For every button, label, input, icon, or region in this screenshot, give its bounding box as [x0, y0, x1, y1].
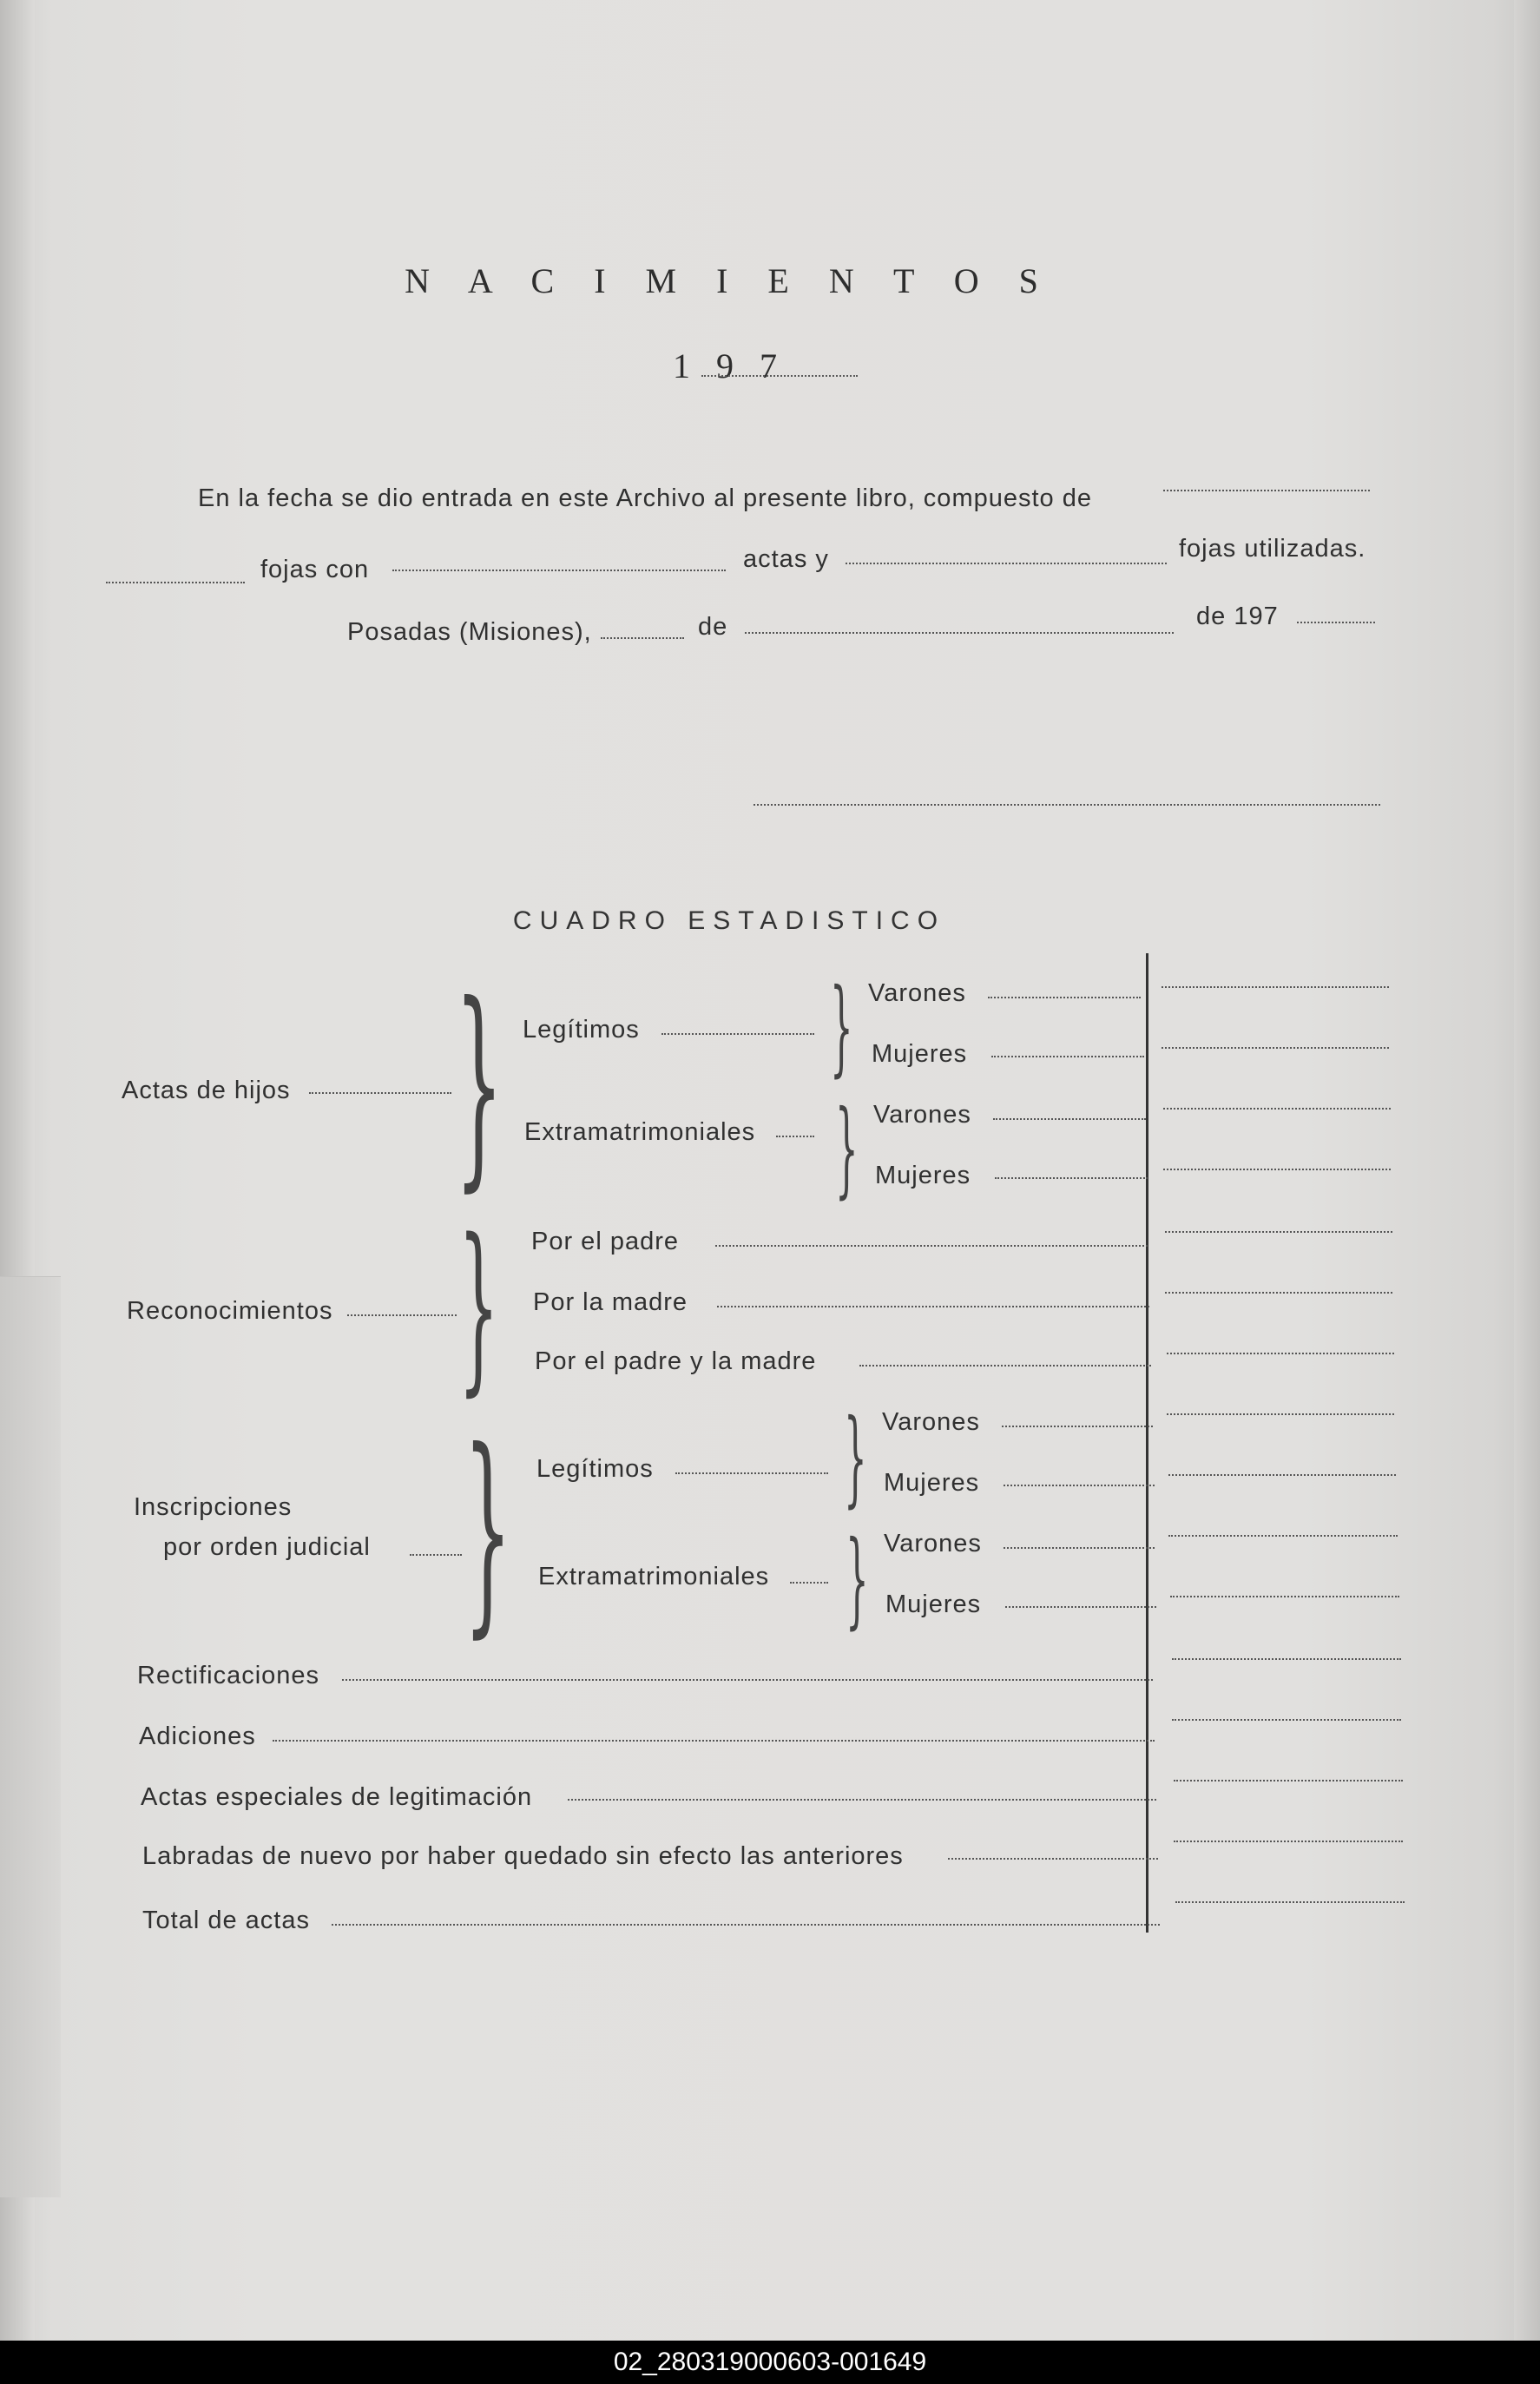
value-blank-10 — [1168, 1535, 1398, 1537]
insc-extra-mujeres-label: Mujeres — [885, 1590, 982, 1618]
signature-line — [754, 804, 1380, 806]
hijos-extra-varones-dots — [993, 1118, 1146, 1120]
insc-extra-label: Extramatrimoniales — [538, 1563, 770, 1590]
brace-hijos-legitimos: } — [830, 967, 853, 1088]
hijos-extra-varones-label: Varones — [873, 1101, 971, 1129]
hijos-extra-label: Extramatrimoniales — [524, 1118, 756, 1146]
adiciones-dots — [273, 1740, 1155, 1742]
labradas-dots — [948, 1858, 1158, 1860]
brace-reconocimientos: } — [458, 1200, 499, 1413]
actas-hijos-dots — [309, 1092, 451, 1094]
reconoc-madre-label: Por la madre — [533, 1288, 688, 1316]
year-heading — [0, 346, 1458, 386]
insc-leg-mujeres-dots — [1004, 1485, 1155, 1486]
hijos-legitimos-label: Legítimos — [523, 1016, 640, 1044]
total-actas-label: Total de actas — [142, 1907, 310, 1934]
actas-count-blank — [392, 570, 726, 571]
page-right-edge — [1514, 0, 1540, 2341]
year-prefix: 1 9 7 — [673, 346, 786, 385]
value-blank-2 — [1162, 1047, 1389, 1049]
hijos-extra-mujeres-dots — [995, 1177, 1148, 1179]
fojas-utilizadas-blank — [846, 563, 1167, 564]
page-tab-edge — [0, 1276, 61, 2197]
reconocimientos-label: Reconocimientos — [127, 1297, 333, 1325]
insc-legitimos-label: Legítimos — [536, 1455, 654, 1483]
hijos-legitimos-dots — [661, 1033, 814, 1035]
total-actas-dots — [332, 1924, 1160, 1926]
hijos-extra-mujeres-label: Mujeres — [875, 1162, 971, 1189]
value-blank-14 — [1174, 1780, 1403, 1781]
fojas-count-blank — [106, 582, 245, 583]
reconoc-ambos-label: Por el padre y la madre — [535, 1347, 817, 1375]
inscripciones-dots — [410, 1554, 462, 1556]
rectificaciones-dots — [342, 1679, 1153, 1681]
insc-legitimos-dots — [675, 1472, 828, 1474]
value-blank-15 — [1174, 1841, 1403, 1842]
value-blank-16 — [1175, 1901, 1405, 1903]
value-blank-12 — [1172, 1658, 1401, 1660]
section-title: CUADRO ESTADISTICO — [512, 906, 946, 935]
value-blank-7 — [1167, 1353, 1394, 1354]
insc-extra-mujeres-dots — [1005, 1606, 1156, 1608]
hijos-extra-dots — [776, 1136, 814, 1137]
value-blank-6 — [1165, 1292, 1392, 1294]
document-title: N A C I M I E N T O S — [405, 261, 1054, 300]
insc-leg-varones-label: Varones — [882, 1408, 980, 1436]
reconoc-ambos-dots — [859, 1365, 1151, 1367]
year-blank-2 — [1297, 622, 1375, 623]
brace-inscripciones: } — [464, 1404, 512, 1656]
hijos-leg-mujeres-dots — [991, 1056, 1144, 1057]
labradas-label: Labradas de nuevo por haber quedado sin efecto las anteriores — [142, 1842, 904, 1870]
de-197-label: de 197 — [1196, 603, 1279, 630]
intro-line1: En la fecha se dio entrada en este Archivo al presente libro, compuesto de — [198, 484, 1092, 512]
archive-id-footer: 02_280319000603-001649 — [0, 2341, 1540, 2384]
reconoc-madre-dots — [717, 1306, 1149, 1307]
value-blank-11 — [1170, 1596, 1399, 1597]
value-blank-8 — [1167, 1413, 1394, 1415]
fojas-total-blank — [1163, 490, 1370, 491]
reconoc-padre-dots — [715, 1245, 1148, 1247]
year-blank — [701, 375, 858, 377]
value-blank-1 — [1162, 986, 1389, 988]
insc-leg-mujeres-label: Mujeres — [884, 1469, 980, 1497]
hijos-leg-varones-label: Varones — [868, 979, 966, 1007]
actas-hijos-label: Actas de hijos — [122, 1077, 291, 1104]
hijos-leg-mujeres-label: Mujeres — [872, 1040, 968, 1068]
inscripciones-label-1: Inscripciones — [134, 1493, 293, 1521]
actas-especiales-label: Actas especiales de legitimación — [141, 1783, 533, 1811]
actas-y-label: actas y — [743, 545, 829, 573]
brace-insc-legitimos: } — [844, 1398, 867, 1518]
column-divider — [1146, 953, 1148, 1933]
actas-especiales-dots — [568, 1799, 1156, 1801]
insc-leg-varones-dots — [1002, 1426, 1153, 1427]
de-label: de — [698, 613, 728, 641]
fojas-con-label: fojas con — [260, 556, 370, 583]
reconocimientos-dots — [347, 1314, 457, 1316]
posadas-label: Posadas (Misiones), — [347, 618, 592, 646]
inscripciones-label-2: por orden judicial — [163, 1533, 371, 1561]
value-blank-3 — [1163, 1108, 1391, 1110]
month-blank — [745, 632, 1174, 634]
value-blank-4 — [1163, 1169, 1391, 1170]
insc-extra-varones-label: Varones — [884, 1530, 982, 1558]
brace-insc-extra: } — [846, 1519, 869, 1640]
hijos-leg-varones-dots — [988, 997, 1141, 998]
fojas-utilizadas-label: fojas utilizadas. — [1179, 535, 1366, 563]
insc-extra-dots — [790, 1582, 828, 1584]
adiciones-label: Adiciones — [139, 1722, 256, 1750]
day-blank — [601, 637, 684, 639]
insc-extra-varones-dots — [1004, 1547, 1155, 1549]
value-blank-13 — [1172, 1719, 1401, 1721]
reconoc-padre-label: Por el padre — [531, 1228, 679, 1255]
brace-hijos-extra: } — [835, 1089, 859, 1209]
rectificaciones-label: Rectificaciones — [137, 1662, 320, 1689]
brace-actas-hijos: } — [455, 958, 503, 1210]
value-blank-9 — [1168, 1474, 1396, 1476]
value-blank-5 — [1165, 1231, 1392, 1233]
